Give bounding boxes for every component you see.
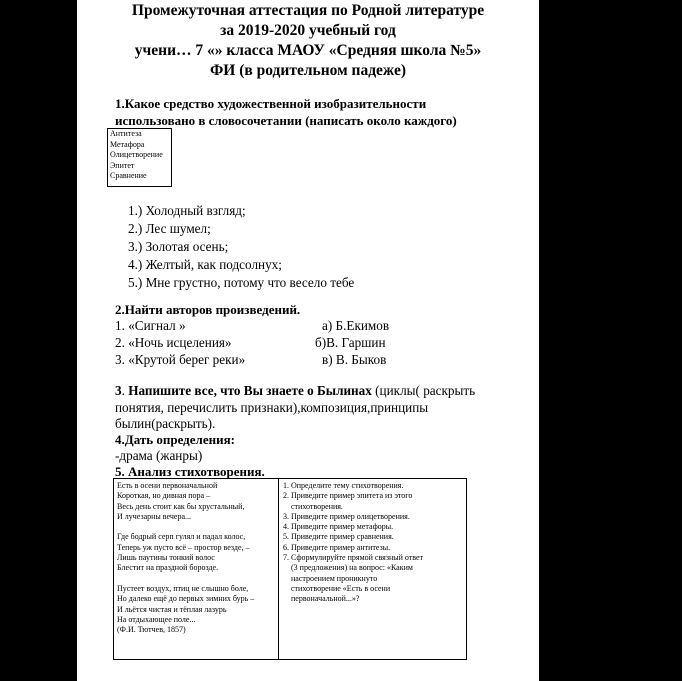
task-item: (3 предложения) на вопрос: «Каким	[283, 563, 413, 573]
poem-line: Пустеет воздух, птиц не слышно боле,	[117, 583, 249, 593]
task-item: 1. Определите тему стихотворения.	[283, 481, 404, 490]
poem-line: Но далеко ещё до первых зимних бурь –	[117, 594, 255, 604]
q3-line1	[115, 383, 475, 399]
legend-item: Антитеза	[110, 129, 142, 138]
legend-item: Олицетворение	[110, 150, 163, 159]
legend-item: Метафора	[110, 139, 145, 149]
poem-line: И льётся чистая и тёплая лазурь	[117, 604, 227, 614]
task-item: 3. Приведите пример олицетворения.	[283, 511, 410, 521]
task-item: 5. Приведите пример сравнения.	[283, 532, 394, 542]
q3-line2: понятия, перечислить признаки),композиция,принципы	[115, 400, 429, 415]
legend-item: Сравнение	[110, 171, 147, 180]
q2-work: 1. «Сигнал »	[115, 318, 186, 333]
q2-author: б)В. Гаршин	[315, 335, 386, 350]
q1-title-line2: использовано в словосочетании (написать около каждого)	[115, 113, 457, 128]
poem-line: Короткая, но дивная пора –	[117, 491, 211, 501]
poem-line: На отдыхающее поле...	[117, 614, 196, 624]
task-item: 4. Приведите пример метафоры.	[283, 522, 394, 532]
q1-item: 2.) Лес шумел;	[128, 221, 211, 236]
q2-author: а) Б.Екимов	[322, 318, 390, 333]
task-item: 2. Приведите пример эпитета из этого	[283, 491, 413, 501]
poem-line: Где бодрый серп гулял и падал колос,	[117, 532, 246, 542]
q3-line3: былин(раскрыть).	[115, 416, 216, 431]
q1-title-line1: 1.Какое средство художественной изобразительности	[115, 96, 427, 111]
task-item: 7. Сформулируйте прямой связный ответ	[283, 553, 424, 563]
q5-table	[113, 478, 467, 660]
poem-line: Теперь уж пусто всё – простор везде, –	[117, 542, 250, 552]
header-title: Промежуточная аттестация по Родной литературе	[131, 2, 485, 19]
poem-line: И лучезарны вечера...	[117, 511, 192, 521]
poem-author: (Ф.И. Тютчев, 1857)	[117, 625, 186, 635]
poem-line: Блестит на праздной борозде.	[117, 563, 219, 573]
q4-title: 4.Дать определения:	[115, 432, 235, 447]
q4-item: -драма (жанры)	[115, 448, 203, 463]
legend-item: Эпитет	[110, 160, 135, 170]
task-item: 6. Приведите пример антитезы.	[283, 542, 391, 552]
q2-title: 2.Найти авторов произведений.	[115, 302, 301, 317]
poem-line: Есть в осени первоначальной	[117, 481, 218, 490]
poem-stanza-break	[117, 522, 254, 532]
q1-item: 1.) Холодный взгляд;	[128, 203, 246, 218]
q2-work: 2. «Ночь исцеления»	[115, 335, 232, 350]
tasks-list	[283, 481, 465, 605]
q5-title: 5. Анализ стихотворения.	[115, 464, 265, 479]
document-page	[77, 0, 539, 681]
task-item: первоначальной...»?	[283, 594, 360, 604]
header-year: за 2019-2020 учебный год	[220, 22, 396, 39]
q2-work: 3. «Крутой берег реки»	[115, 352, 246, 367]
q3-rest: (циклы( раскрыть	[371, 383, 476, 398]
q1-item: 5.) Мне грустно, потому что весело тебе	[128, 275, 355, 290]
task-item: стихотворение «Есть в осени	[283, 583, 391, 593]
poem-stanza-break	[117, 574, 254, 584]
q1-item: 3.) Золотая осень;	[128, 239, 229, 254]
task-item: настроением проникнуто	[283, 573, 378, 583]
q2-author: в) В. Быков	[322, 352, 387, 367]
header-name-field: ФИ (в родительном падеже)	[209, 62, 407, 79]
q1-item: 4.) Желтый, как подсолнух;	[128, 257, 282, 272]
header-class: учени… 7 «» класса МАОУ «Средняя школа №5»	[134, 42, 482, 59]
task-item: стихотворения.	[283, 501, 343, 511]
poem-line: Весь день стоит как бы хрустальный,	[117, 501, 245, 511]
q1-legend-box	[107, 128, 172, 187]
q3-sep: .	[121, 383, 129, 398]
q3-bold-title: Напишите все, что Вы знаете о Былинах	[128, 383, 372, 398]
poem-text	[117, 481, 254, 635]
q3-number: 3	[115, 383, 122, 398]
poem-line: Лишь паутины тонкий волос	[117, 553, 215, 563]
